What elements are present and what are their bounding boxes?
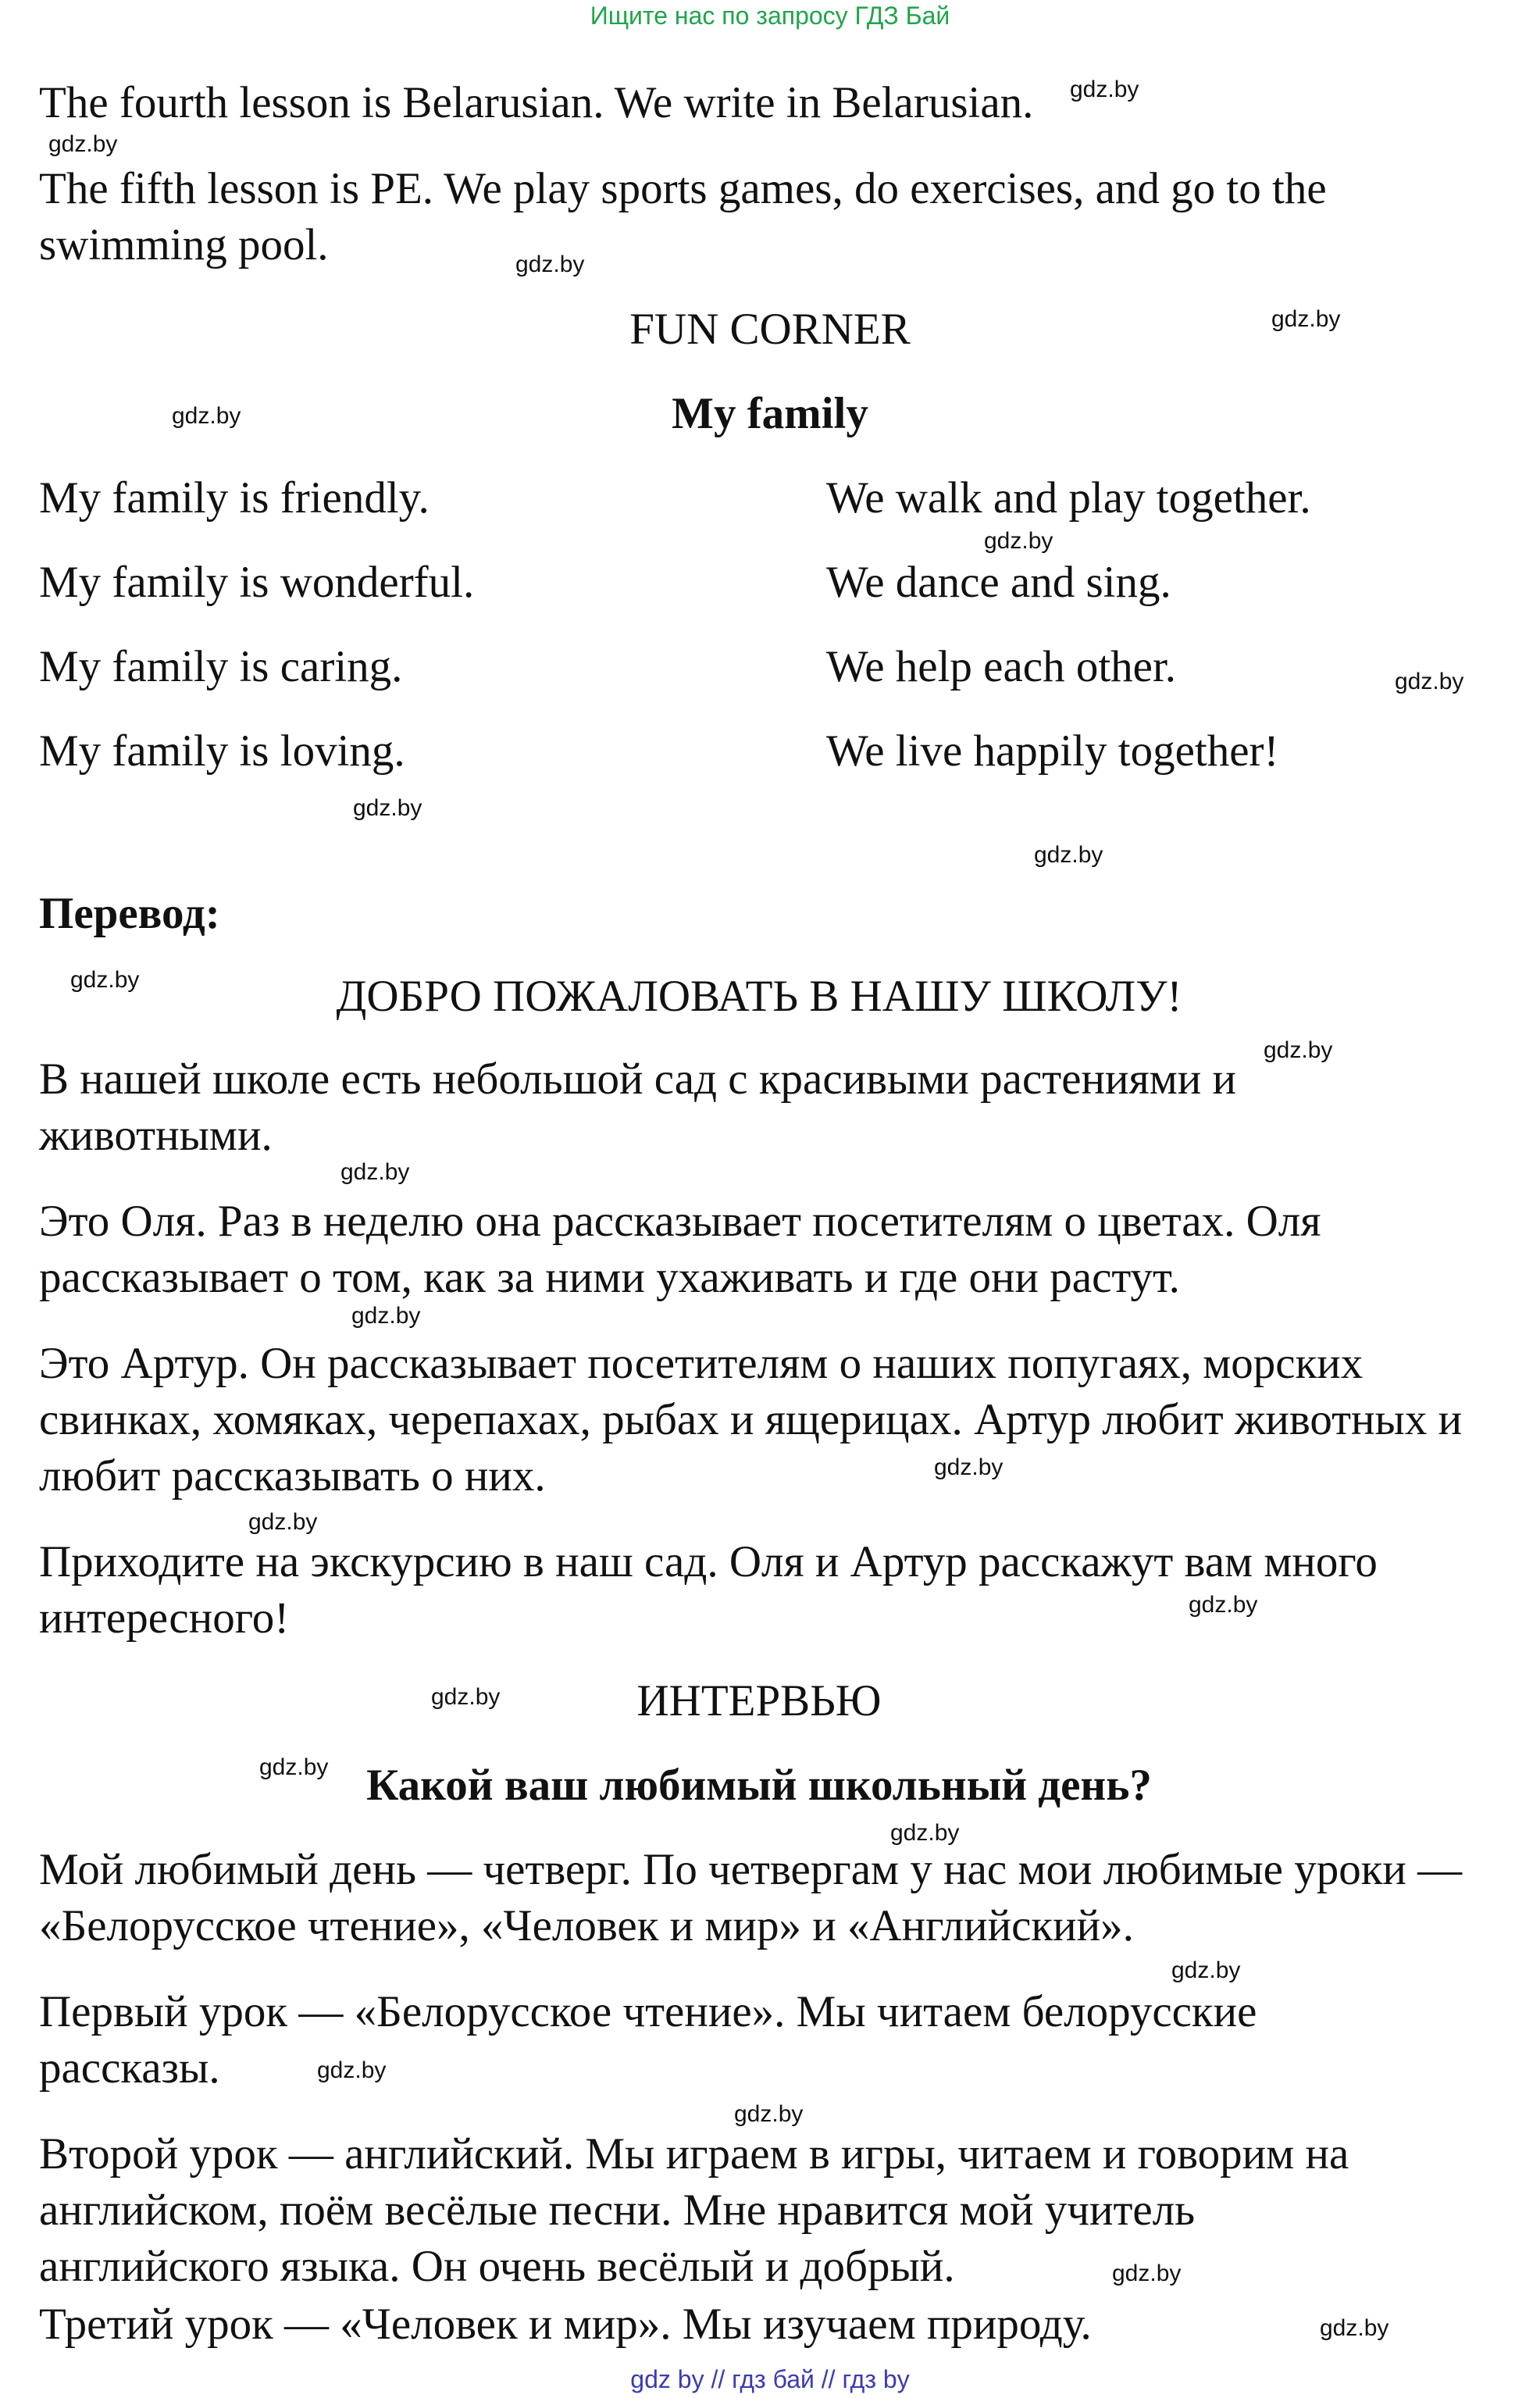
watermark: gdz.by <box>890 1820 960 1846</box>
fifth-lesson-text: The fifth lesson is PE. We play sports games, do exercises, and go to the swimming pool. <box>39 164 1327 269</box>
poem-left-line: My family is loving. <box>39 726 405 776</box>
poem-left-line: My family is caring. <box>39 642 403 691</box>
top-search-banner: Ищите нас по запросу ГДЗ Бай <box>590 2 950 30</box>
watermark: gdz.by <box>172 403 241 429</box>
watermark: gdz.by <box>1189 1592 1258 1618</box>
translation-label: Перевод: <box>39 889 220 938</box>
watermark: gdz.by <box>248 1509 318 1535</box>
watermark: gdz.by <box>1171 1957 1241 1983</box>
interview-paragraph: Второй урок — английский. Мы играем в игры, читаем и говорим на английском, поём весёлые песни. Мне нравится мой учитель английского языка. Он очень весёлый и добрый. <box>39 2129 1349 2291</box>
interview-paragraph: Мой любимый день — четверг. По четвергам у нас мои любимые уроки — «Белорусское чтение», «Человек и мир» и «Английский». <box>39 1845 1463 1950</box>
fun-corner-heading: FUN CORNER <box>629 305 911 354</box>
watermark: gdz.by <box>1271 306 1341 332</box>
poem-right-line: We live happily together! <box>826 726 1279 776</box>
watermark: gdz.by <box>1320 2315 1389 2341</box>
watermark: gdz.by <box>353 795 422 821</box>
watermark: gdz.by <box>1034 842 1103 868</box>
watermark: gdz.by <box>1264 1037 1333 1063</box>
translation-paragraph: Это Артур. Он рассказывает посетителям о наших попугаях, морских свинках, хомяках, черепахах, рыбах и ящерицах. Артур любит животных и любит рассказывать о них. <box>39 1339 1463 1501</box>
poem-title: My family <box>672 389 868 438</box>
watermark: gdz.by <box>48 131 118 157</box>
watermark: gdz.by <box>259 1754 329 1780</box>
poem-left-line: My family is wonderful. <box>39 558 475 607</box>
poem-right-line: We help each other. <box>826 642 1177 691</box>
watermark: gdz.by <box>734 2101 804 2127</box>
translation-paragraph: Приходите на экскурсию в наш сад. Оля и Артур расскажут вам много интересного! <box>39 1537 1378 1643</box>
welcome-heading: ДОБРО ПОЖАЛОВАТЬ В НАШУ ШКОЛУ! <box>336 972 1182 1021</box>
poem-right-line: We walk and play together. <box>826 473 1311 523</box>
interview-paragraph: Третий урок — «Человек и мир». Мы изучаем природу. <box>39 2300 1092 2349</box>
watermark: gdz.by <box>934 1454 1003 1480</box>
interview-question: Какой ваш любимый школьный день? <box>366 1761 1152 1810</box>
fourth-lesson-text: The fourth lesson is Belarusian. We write in Belarusian. <box>39 78 1034 127</box>
watermark: gdz.by <box>70 967 140 993</box>
poem-right-line: We dance and sing. <box>826 558 1171 607</box>
watermark: gdz.by <box>984 528 1053 554</box>
poem-left-line: My family is friendly. <box>39 473 430 523</box>
watermark: gdz.by <box>317 2057 387 2083</box>
interview-heading: ИНТЕРВЬЮ <box>636 1676 882 1725</box>
watermark: gdz.by <box>515 252 585 277</box>
watermark: gdz.by <box>1395 669 1464 694</box>
watermark: gdz.by <box>351 1303 421 1329</box>
bottom-site-banner: gdz by // гдз бай // гдз by <box>630 2365 910 2393</box>
translation-paragraph: В нашей школе есть небольшой сад с красивыми растениями и животными. <box>39 1054 1237 1160</box>
watermark: gdz.by <box>431 1684 501 1710</box>
watermark: gdz.by <box>340 1159 410 1185</box>
watermark: gdz.by <box>1070 77 1139 102</box>
watermark: gdz.by <box>1112 2261 1182 2286</box>
interview-paragraph: Первый урок — «Белорусское чтение». Мы читаем белорусские рассказы. <box>39 1987 1257 2093</box>
translation-paragraph: Это Оля. Раз в неделю она рассказывает посетителям о цветах. Оля рассказывает о том, как за ними ухаживать и где они растут. <box>39 1197 1321 1302</box>
